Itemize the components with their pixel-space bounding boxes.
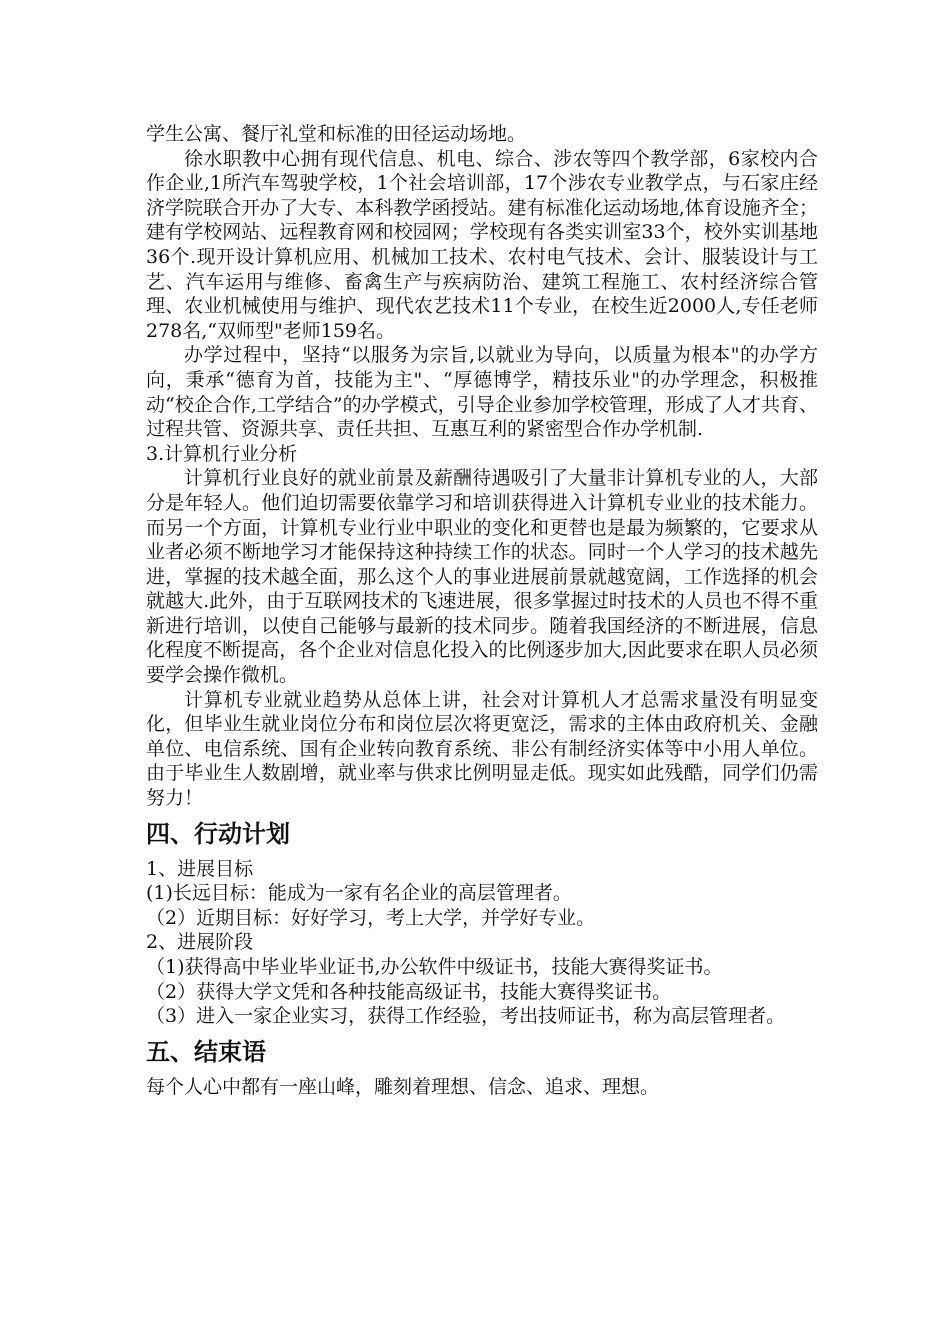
section-heading-action-plan: 四、行动计划 (146, 819, 290, 848)
paragraph-school-philosophy: 办学过程中，坚持“以服务为宗旨,以就业为导向，以质量为根本"的办学方向，秉承“德育为首，技能为主"、“厚德博学，精技乐业"的办学理念，积极推动“校企合作,工学结合”的办学模式，引导企业参加学校管理，形成了人才共育、过程共管、资源共享、责任共担、互惠互利的紧密型合作办学机制. (146, 344, 818, 441)
document-page (146, 122, 818, 1099)
goal-short-term: （2）近期目标：好好学习，考上大学，并学好专业。 (146, 906, 596, 929)
paragraph-conclusion: 每个人心中都有一座山峰，雕刻着理想、信念、追求、理想。 (146, 1075, 660, 1098)
subheading-stages: 2、进展阶段 (146, 931, 254, 954)
stage-2: （2）获得大学文凭和各种技能高级证书，技能大赛得奖证书。 (146, 980, 672, 1003)
paragraph-school-overview: 徐水职教中心拥有现代信息、机电、综合、涉农等四个教学部，6家校内合作企业,1所汽车驾驶学校，1个社会培训部，17个涉农专业教学点，与石家庄经济学院联合开办了大专、本科教学函授站。建有标准化运动场地,体育设施齐全；建有学校网站、远程教育网和校园网；学校现有各类实训室33个，校外实训基地36个.现开设计算机应用、机械加工技术、农村电气技术、会计、服装设计与工艺、汽车运用与维修、畜禽生产与疾病防治、建筑工程施工、农村经济综合管理、农业机械使用与维护、现代农艺技术11个专业，在校生近2000人,专任老师278名,“双师型"老师159名。 (146, 147, 818, 342)
paragraph-facilities-end: 学生公寓、餐厅礼堂和标准的田径运动场地。 (146, 123, 527, 145)
paragraph-industry-outlook: 计算机行业良好的就业前景及薪酬待遇吸引了大量非计算机专业的人，大部分是年轻人。他们迫切需要依靠学习和培训获得进入计算机专业业的技术能力。而另一个方面，计算机专业行业中职业的变化和更替也是最为频繁的，它要求从业者必须不断地学习才能保持这种持续工作的状态。同时一个人学习的技术越先进，掌握的技术越全面，那么这个人的事业进展前景就越宽阔，工作选择的机会就越大.此外，由于互联网技术的飞速进展，很多掌握过时技术的人员也不得不重新进行培训，以使自己能够与最新的技术同步。随着我国经济的不断进展，信息化程度不断提高，各个企业对信息化投入的比例逐步加大,因此要求在职人员必须要学会操作微机。 (146, 467, 818, 687)
paragraph-employment-trend: 计算机专业就业趋势从总体上讲，社会对计算机人才总需求量没有明显变化，但毕业生就业岗位分布和岗位层次将更宽泛，需求的主体由政府机关、金融单位、电信系统、国有企业转向教育系统、非公有制经济实体等中小用人单位。由于毕业生人数剧增，就业率与供求比例明显走低。现实如此残酷，同学们仍需努力！ (146, 688, 818, 810)
subheading-goals: 1、进展目标 (146, 857, 254, 880)
section-heading-conclusion: 五、结束语 (146, 1037, 266, 1066)
stage-1: （1)获得高中毕业毕业证书,办公软件中级证书，技能大赛得奖证书。 (146, 956, 723, 978)
subheading-industry-analysis: 3.计算机行业分析 (146, 442, 298, 465)
stage-3: （3）进入一家企业实习，获得工作经验，考出技师证书，称为高层管理者。 (146, 1005, 786, 1028)
goal-long-term: (1)长远目标：能成为一家有名企业的高层管理者。 (146, 882, 572, 905)
